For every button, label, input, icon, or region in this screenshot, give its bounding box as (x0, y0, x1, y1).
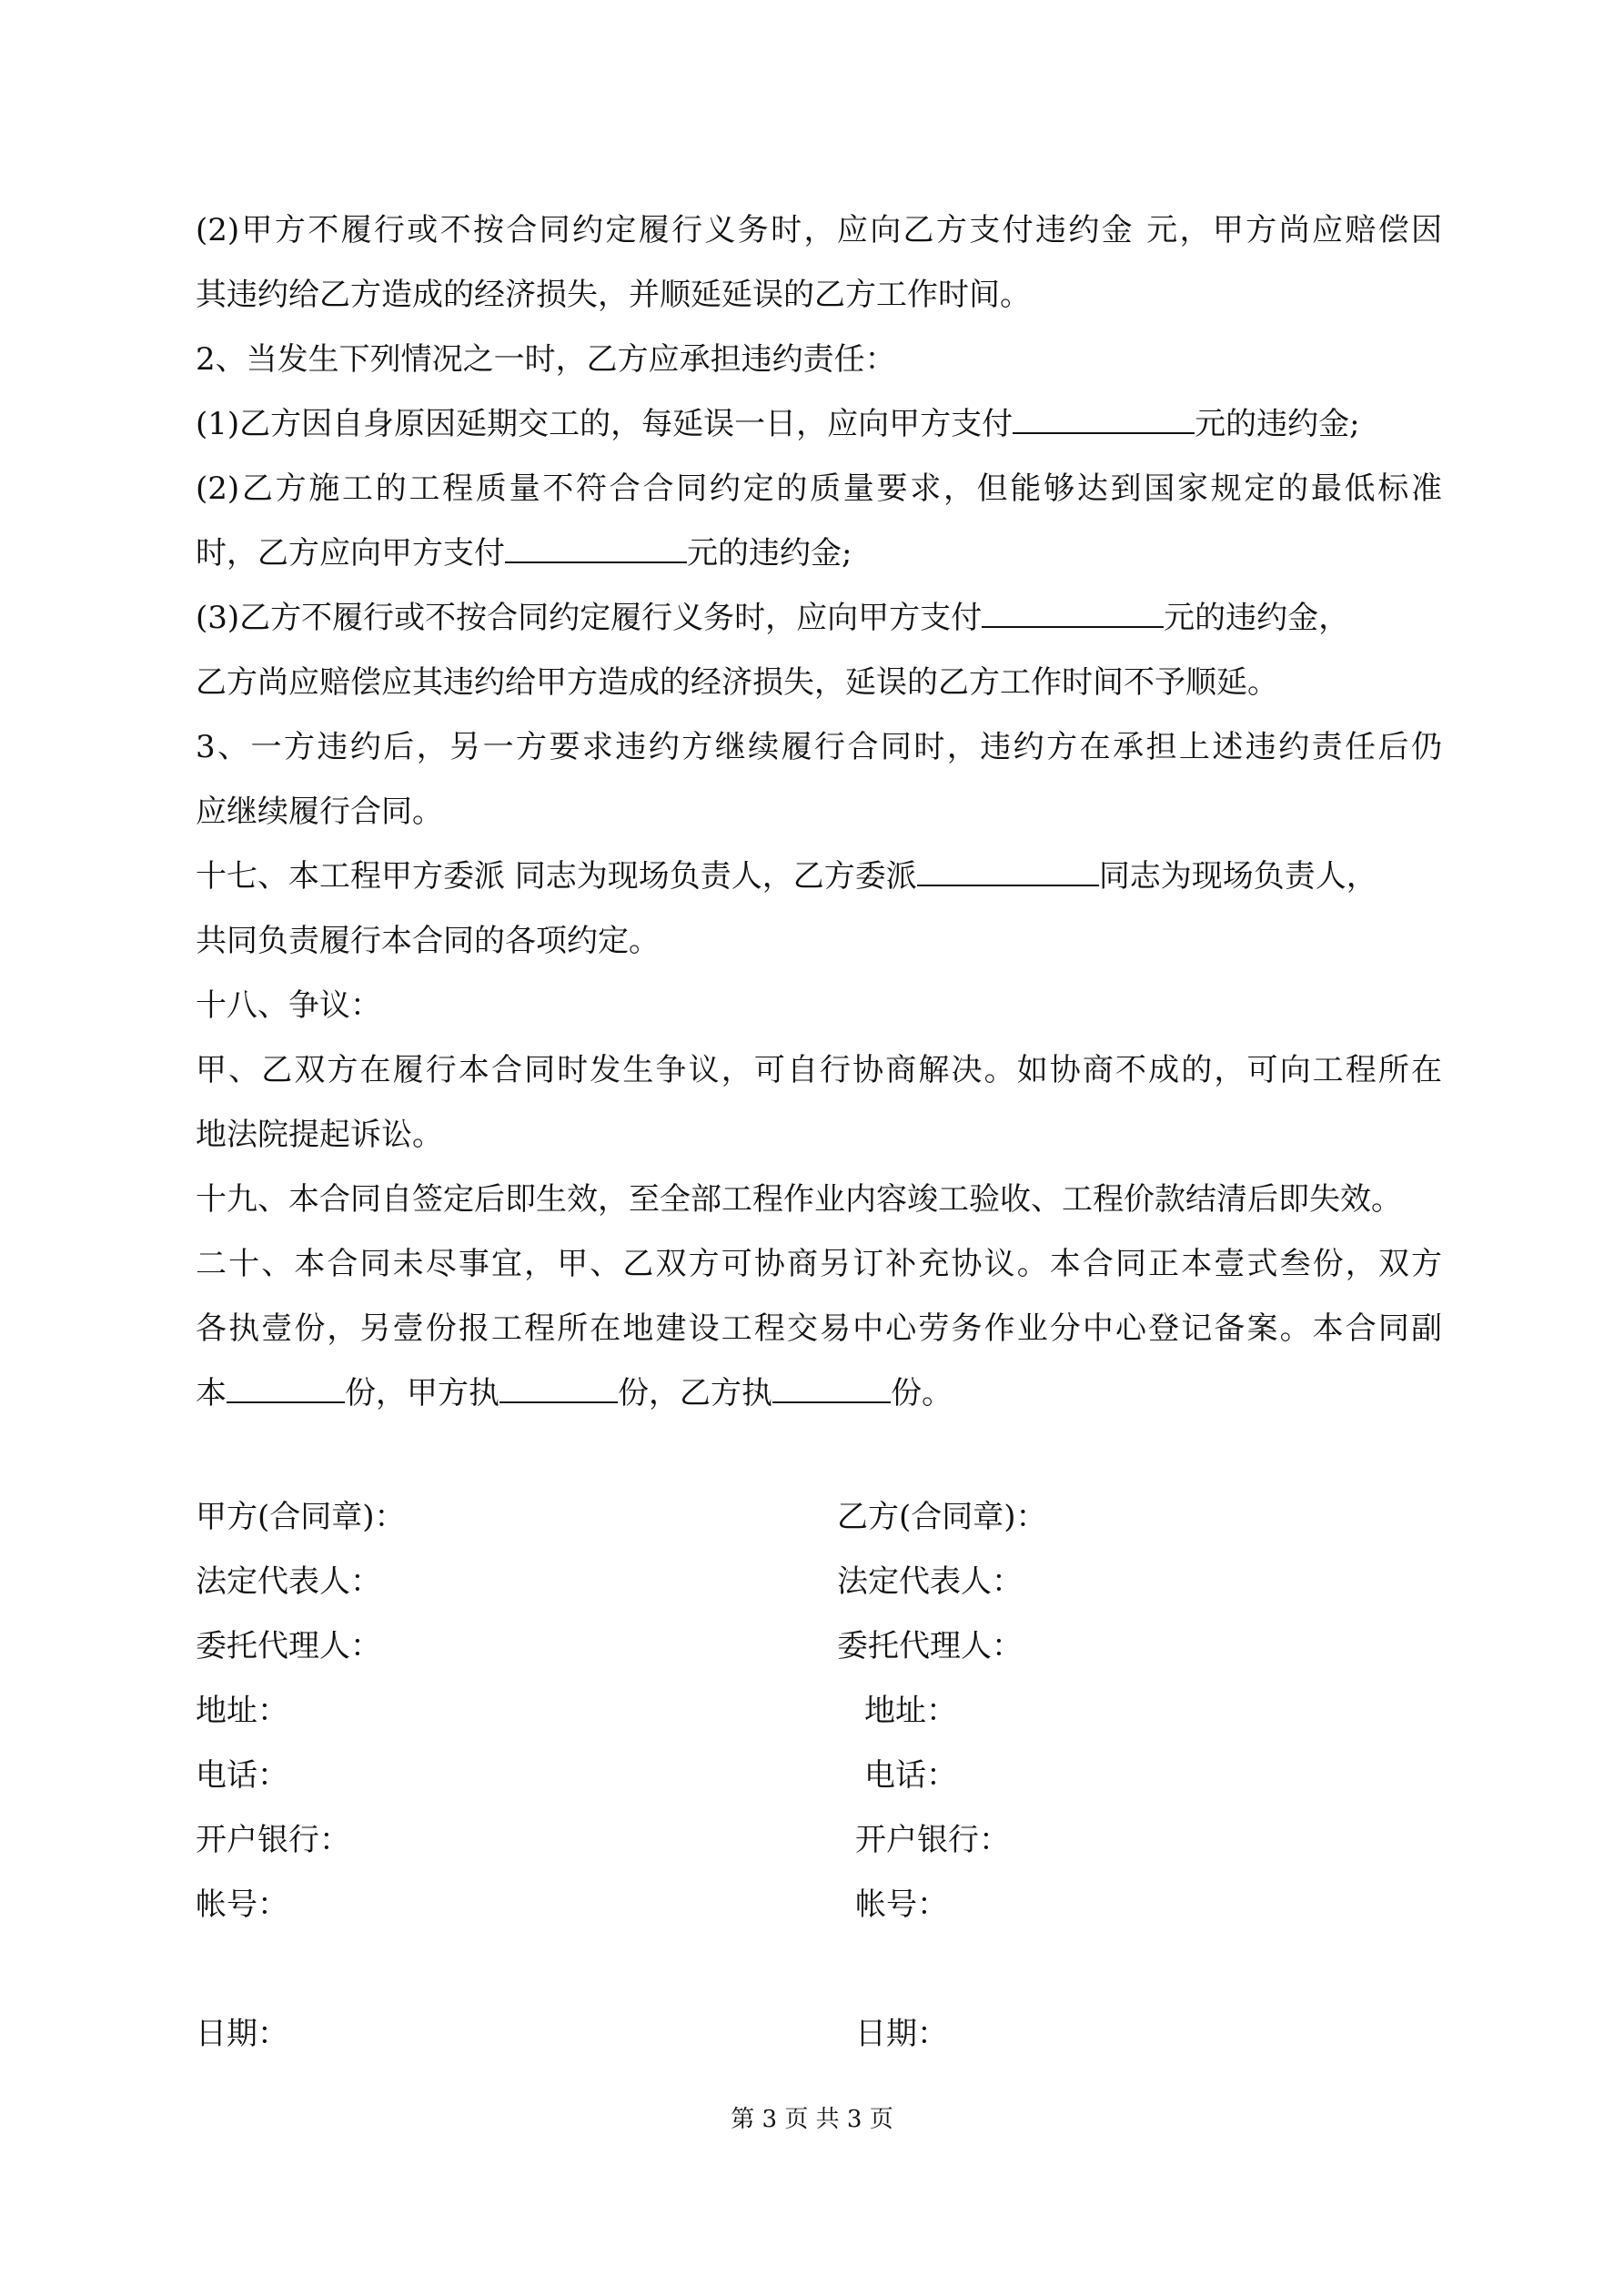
text: 二十、本合同未尽事宜，甲、乙双方可协商另订补充协议。本合同正本壹式叁份，双方 (196, 1246, 1442, 1282)
text: 3、一方违约后，另一方要求违约方继续履行合同时，违约方在承担上述违约责任后仍 (196, 729, 1442, 765)
clause-20-line-1 (196, 1232, 1442, 1297)
party-b-date-label: 日期： (855, 2016, 948, 2052)
party-a-bank-label: 开户银行： (196, 1822, 350, 1858)
party-b-address-label: 地址： (864, 1693, 957, 1729)
clause-16-2-1 (196, 392, 1442, 457)
text: (2)乙方施工的工程质量不符合合同约定的质量要求，但能够达到国家规定的最低标准 (196, 470, 1442, 507)
party-b-account-label: 帐号： (855, 1886, 948, 1923)
clause-16-1-2-line-1 (196, 198, 1442, 263)
clause-18-line-2 (196, 1103, 1442, 1168)
fill-in-blank (227, 1374, 345, 1403)
text: 元的违约金， (1164, 600, 1350, 636)
clause-16-2-3-line-2 (196, 651, 1442, 715)
text: 十九、本合同自签定后即生效，至全部工程作业内容竣工验收、工程价款结清后即失效。 (196, 1181, 1402, 1218)
fill-in-blank (499, 1374, 618, 1403)
text: 地法院提起诉讼。 (196, 1117, 443, 1153)
text: 份，甲方执 (345, 1375, 499, 1411)
clause-18-line-1 (196, 1038, 1442, 1103)
fill-in-blank (505, 534, 687, 563)
clause-16-2-2-line-2 (196, 521, 1442, 586)
text: 应继续履行合同。 (196, 794, 443, 830)
fill-in-blank (982, 599, 1164, 628)
clause-20-line-2 (196, 1297, 1442, 1361)
text: 份，乙方执 (618, 1375, 772, 1411)
party-a-account-label: 帐号： (196, 1886, 288, 1923)
text: 甲、乙双方在履行本合同时发生争议，可自行协商解决。如协商不成的，可向工程所在 (196, 1052, 1442, 1088)
text: 份。 (891, 1375, 953, 1411)
text: 本 (196, 1375, 227, 1411)
clause-16-2-title (196, 328, 1442, 392)
party-b-agent-label: 委托代理人： (837, 1628, 1023, 1664)
clause-16-1-2-line-2 (196, 263, 1442, 328)
party-b-bank-label: 开户银行： (855, 1822, 1010, 1858)
text: (2)甲方不履行或不按合同约定履行义务时，应向乙方支付违约金 元，甲方尚应赔偿因 (196, 212, 1442, 248)
party-b-legal-rep-label: 法定代表人： (837, 1563, 1023, 1600)
party-a-phone-label: 电话： (196, 1757, 288, 1794)
clause-20-line-3 (196, 1361, 1442, 1426)
page-number: 第 3 页 共 3 页 (731, 2106, 893, 2133)
clause-16-3-line-2 (196, 780, 1442, 845)
party-b-signature-block (837, 1485, 1047, 2067)
clause-16-2-2-line-1 (196, 457, 1442, 521)
clause-17-line-1 (196, 845, 1442, 909)
text: 各执壹份，另壹份报工程所在地建设工程交易中心劳务作业分中心登记备案。本合同副 (196, 1310, 1442, 1347)
party-a-date-label: 日期： (196, 2016, 288, 2052)
party-b-phone-label: 电话： (864, 1757, 957, 1794)
fill-in-blank (917, 857, 1099, 886)
clause-17-line-2 (196, 909, 1442, 974)
party-a-signature-block (196, 1485, 406, 2067)
text: (1)乙方因自身原因延期交工的，每延误一日，应向甲方支付 (196, 406, 1014, 442)
text: 十八、争议： (196, 987, 381, 1024)
spacer (837, 1937, 1047, 2002)
fill-in-blank (1013, 405, 1195, 434)
contract-body (196, 198, 1442, 1426)
clause-16-2-3-line-1 (196, 586, 1442, 651)
text: 元的违约金; (687, 535, 852, 571)
text: 十七、本工程甲方委派 同志为现场负责人，乙方委派 (196, 858, 917, 895)
clause-18-title (196, 974, 1442, 1038)
text: (3)乙方不履行或不按合同约定履行义务时，应向甲方支付 (196, 600, 983, 636)
clause-19 (196, 1168, 1442, 1232)
text: 其违约给乙方造成的经济损失，并顺延延误的乙方工作时间。 (196, 277, 1031, 313)
spacer (196, 1937, 406, 2002)
text: 元的违约金; (1195, 406, 1360, 442)
party-b-seal-label: 乙方(合同章)： (837, 1499, 1047, 1535)
party-a-legal-rep-label: 法定代表人： (196, 1563, 381, 1600)
text: 同志为现场负责人， (1098, 858, 1377, 895)
fill-in-blank (772, 1374, 891, 1403)
party-a-address-label: 地址： (196, 1693, 288, 1729)
party-a-agent-label: 委托代理人： (196, 1628, 381, 1664)
text: 共同负责履行本合同的各项约定。 (196, 923, 660, 959)
text: 2、当发生下列情况之一时，乙方应承担违约责任： (196, 341, 896, 378)
text: 乙方尚应赔偿应其违约给甲方造成的经济损失，延误的乙方工作时间不予顺延。 (196, 664, 1278, 701)
text: 时，乙方应向甲方支付 (196, 535, 505, 571)
clause-16-3-line-1 (196, 715, 1442, 780)
party-a-seal-label: 甲方(合同章)： (196, 1499, 406, 1535)
